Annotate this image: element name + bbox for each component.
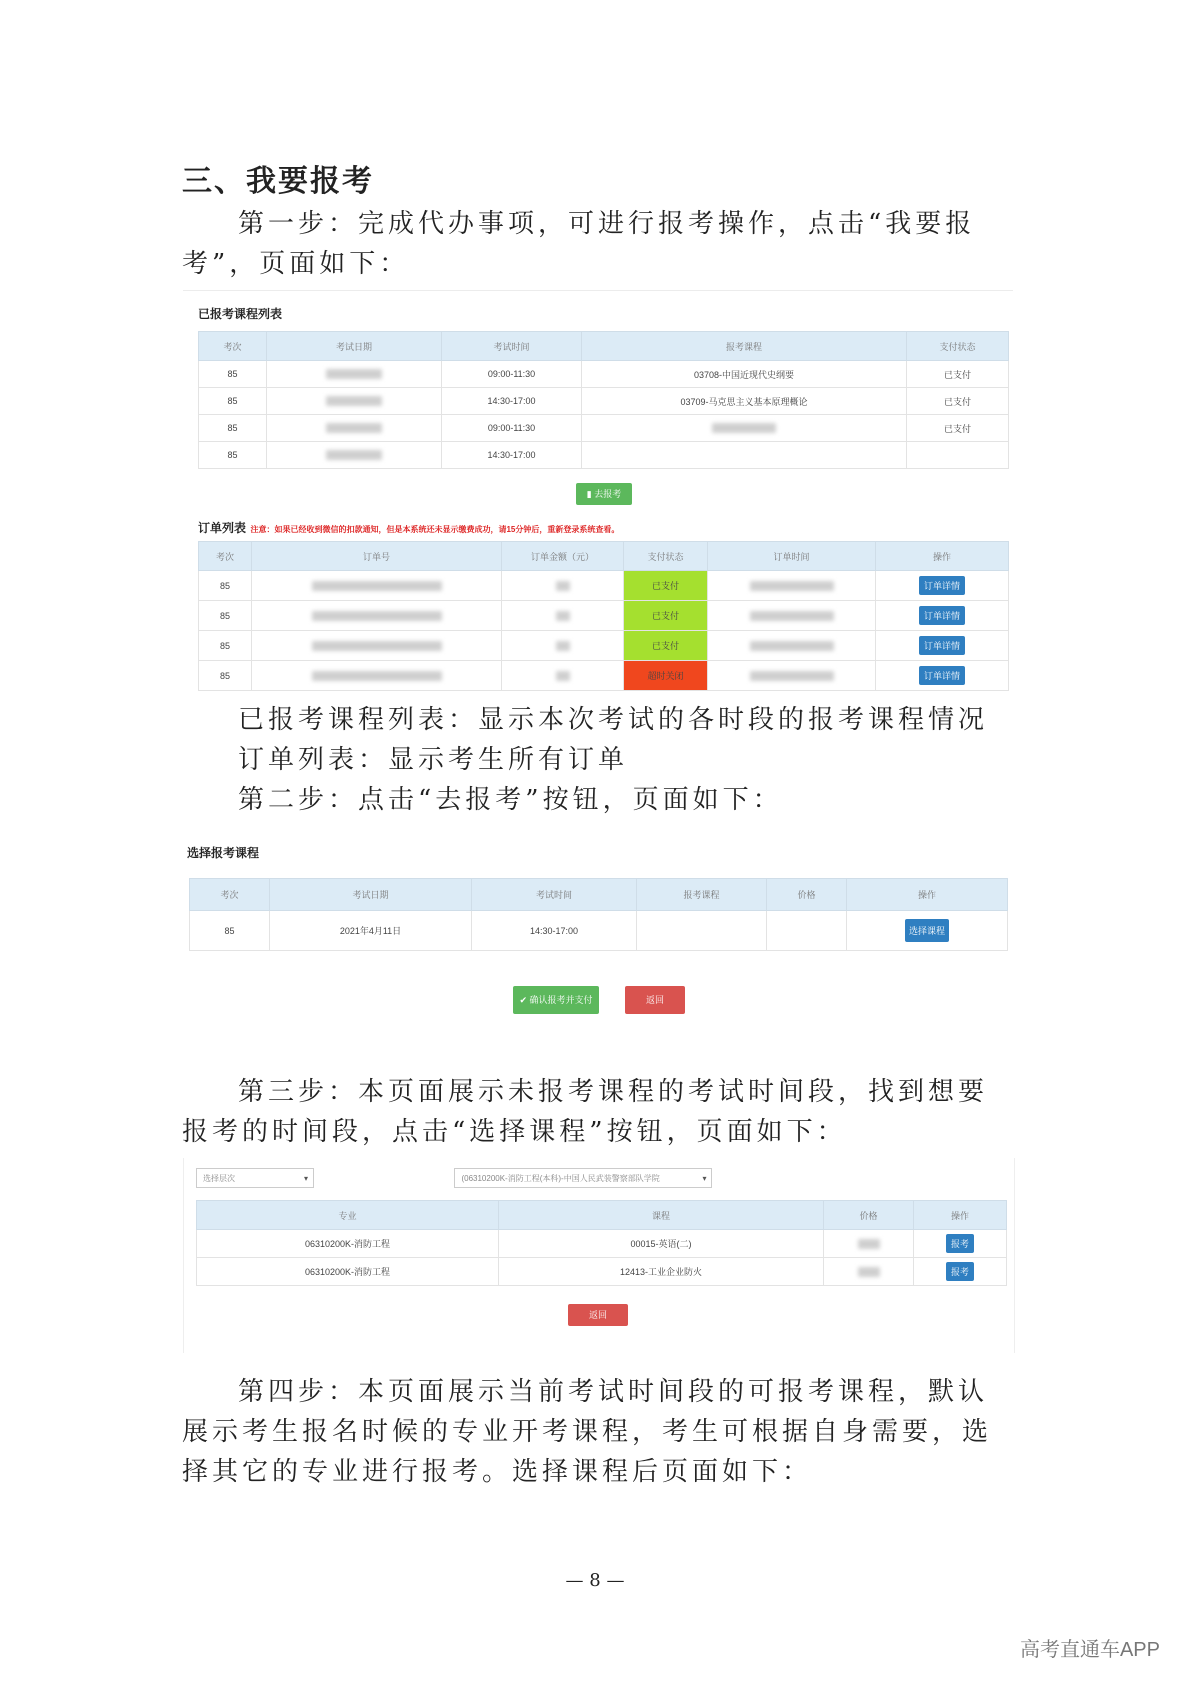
back-button[interactable]: 返回 <box>568 1304 628 1326</box>
col-header: 价格 <box>824 1201 914 1230</box>
cell-kc: 85 <box>199 361 267 388</box>
col-header: 课程 <box>499 1201 824 1230</box>
table-row <box>199 361 1009 388</box>
cell-kc: 85 <box>199 571 252 601</box>
col-header: 考试日期 <box>270 879 472 911</box>
cell-course <box>637 911 767 951</box>
order-table <box>198 541 1008 691</box>
order-detail-button[interactable]: 订单详情 <box>919 636 965 655</box>
cell-time: 14:30-17:00 <box>442 442 582 469</box>
cell-time: 14:30-17:00 <box>442 388 582 415</box>
cell-major: 06310200K-消防工程 <box>197 1258 499 1286</box>
cell-kc: 85 <box>199 388 267 415</box>
cell-course <box>582 442 907 469</box>
cell-status: 超时关闭 <box>624 661 708 691</box>
cell-amount-redacted <box>502 661 624 691</box>
go-register-button[interactable] <box>576 483 632 505</box>
desc-order-list: 订单列表：显示考生所有订单 <box>238 745 629 775</box>
registered-courses-title: 已报考课程列表 <box>198 307 283 321</box>
table-row <box>190 911 1008 951</box>
table-header-row <box>199 332 1009 361</box>
cell-course-redacted <box>582 415 907 442</box>
cell-status: 已支付 <box>624 601 708 631</box>
table-row <box>197 1230 1007 1258</box>
col-header: 报考课程 <box>637 879 767 911</box>
step4-text: 第四步：本页面展示当前考试时间段的可报考课程，默认展示考生报名时候的专业开考课程，考生可根据自身需要，选择其它的专业进行报考。选择课程后页面如下： <box>182 1377 993 1487</box>
step1-text: 第一步：完成代办事项，可进行报考操作，点击“我要报考”，页面如下： <box>182 209 976 279</box>
major-select[interactable] <box>454 1168 712 1188</box>
table-header-row <box>190 879 1008 911</box>
cell-status: 已支付 <box>624 631 708 661</box>
cell-price-redacted <box>824 1258 914 1286</box>
page-number: — 8 — <box>565 1570 625 1591</box>
col-header: 专业 <box>197 1201 499 1230</box>
order-detail-button[interactable]: 订单详情 <box>919 606 965 625</box>
table-row <box>199 631 1009 661</box>
cell-status: 已支付 <box>907 415 1009 442</box>
col-header: 订单号 <box>252 542 502 571</box>
col-header: 订单金额（元） <box>502 542 624 571</box>
desc-registered-list: 已报考课程列表：显示本次考试的各时段的报考课程情况 <box>238 705 989 735</box>
cell-action <box>876 571 1009 601</box>
cell-major: 06310200K-消防工程 <box>197 1230 499 1258</box>
col-header: 支付状态 <box>907 332 1009 361</box>
col-header: 操作 <box>847 879 1008 911</box>
level-select-value: 选择层次 <box>203 1174 235 1183</box>
col-header: 价格 <box>767 879 847 911</box>
order-detail-button[interactable]: 订单详情 <box>919 666 965 685</box>
screenshot-select-course <box>183 840 1013 1020</box>
cell-amount-redacted <box>502 571 624 601</box>
cell-time-redacted <box>708 571 876 601</box>
col-header: 操作 <box>914 1201 1007 1230</box>
cell-action <box>914 1258 1007 1286</box>
cell-time: 09:00-11:30 <box>442 415 582 442</box>
cell-order-redacted <box>252 571 502 601</box>
cell-date: 2021年4月11日 <box>270 911 472 951</box>
table-row <box>199 571 1009 601</box>
course-options-table <box>196 1200 1006 1286</box>
col-header: 支付状态 <box>624 542 708 571</box>
cell-action <box>876 631 1009 661</box>
cell-date-redacted <box>267 361 442 388</box>
cell-date-redacted <box>267 442 442 469</box>
cell-status: 已支付 <box>907 388 1009 415</box>
table-row <box>197 1258 1007 1286</box>
cell-action <box>914 1230 1007 1258</box>
document-icon: ▮ <box>586 489 592 499</box>
cell-date-redacted <box>267 415 442 442</box>
col-header: 考次 <box>199 542 252 571</box>
col-header: 操作 <box>876 542 1009 571</box>
order-list-title: 订单列表 <box>198 521 247 535</box>
order-detail-button[interactable]: 订单详情 <box>919 576 965 595</box>
caret-down-icon: ▾ <box>303 1174 308 1183</box>
table-row <box>199 388 1009 415</box>
table-row <box>199 661 1009 691</box>
select-course-table <box>189 878 1007 951</box>
cell-amount-redacted <box>502 631 624 661</box>
col-header: 订单时间 <box>708 542 876 571</box>
cell-time-redacted <box>708 601 876 631</box>
cell-course: 12413-工业企业防火 <box>499 1258 824 1286</box>
go-register-label: 去报考 <box>594 489 622 499</box>
col-header: 考试时间 <box>472 879 637 911</box>
major-select-value: (06310200K-消防工程(本科)-中国人民武装警察部队学院 <box>461 1174 660 1183</box>
cell-time: 09:00-11:30 <box>442 361 582 388</box>
cell-order-redacted <box>252 601 502 631</box>
registered-courses-table <box>198 331 1008 469</box>
cell-course: 03709-马克思主义基本原理概论 <box>582 388 907 415</box>
cell-kc: 85 <box>199 631 252 661</box>
cell-kc: 85 <box>199 601 252 631</box>
cell-action <box>847 911 1008 951</box>
level-select[interactable] <box>196 1168 314 1188</box>
cell-amount-redacted <box>502 601 624 631</box>
section-heading: 三、我要报考 <box>182 164 374 199</box>
cell-action <box>876 601 1009 631</box>
cell-price <box>767 911 847 951</box>
cell-course: 00015-英语(二) <box>499 1230 824 1258</box>
cell-time: 14:30-17:00 <box>472 911 637 951</box>
cell-kc: 85 <box>199 415 267 442</box>
cell-status: 已支付 <box>907 361 1009 388</box>
register-button[interactable]: 报考 <box>946 1262 974 1281</box>
order-list-heading <box>198 519 1008 537</box>
table-row <box>199 442 1009 469</box>
cell-time-redacted <box>708 661 876 691</box>
step3-text: 第三步：本页面展示未报考课程的考试时间段，找到想要报考的时间段，点击“选择课程”按钮，页面如下： <box>182 1077 989 1147</box>
screenshot-course-options <box>183 1158 1015 1353</box>
select-course-button[interactable]: 选择课程 <box>905 919 949 942</box>
cell-price-redacted <box>824 1230 914 1258</box>
table-row <box>199 415 1009 442</box>
cell-status: 已支付 <box>624 571 708 601</box>
screenshot-registered-courses <box>183 290 1013 689</box>
cell-course: 03708-中国近现代史纲要 <box>582 361 907 388</box>
confirm-pay-button[interactable] <box>513 986 599 1014</box>
table-row <box>199 601 1009 631</box>
table-header-row <box>199 542 1009 571</box>
col-header: 考次 <box>199 332 267 361</box>
confirm-pay-label: 确认报考并支付 <box>529 995 593 1005</box>
cell-status <box>907 442 1009 469</box>
select-course-title: 选择报考课程 <box>187 846 260 860</box>
cell-time-redacted <box>708 631 876 661</box>
col-header: 考试日期 <box>267 332 442 361</box>
watermark: 高考直通车APP <box>1019 1639 1160 1661</box>
cell-date-redacted <box>267 388 442 415</box>
cell-order-redacted <box>252 661 502 691</box>
back-button[interactable]: 返回 <box>625 986 685 1014</box>
caret-down-icon: ▾ <box>702 1174 707 1183</box>
register-button[interactable]: 报考 <box>946 1234 974 1253</box>
cell-order-redacted <box>252 631 502 661</box>
col-header: 考试时间 <box>442 332 582 361</box>
cell-action <box>876 661 1009 691</box>
cell-kc: 85 <box>190 911 270 951</box>
order-notice: 注意：如果已经收到微信的扣款通知，但是本系统还未显示缴费成功，请15分钟后，重新登录系统查看。 <box>250 525 620 534</box>
step2-text: 第二步：点击“去报考”按钮，页面如下： <box>238 785 783 815</box>
check-icon: ✔ <box>519 995 527 1005</box>
col-header: 报考课程 <box>582 332 907 361</box>
cell-kc: 85 <box>199 661 252 691</box>
table-header-row <box>197 1201 1007 1230</box>
cell-kc: 85 <box>199 442 267 469</box>
col-header: 考次 <box>190 879 270 911</box>
